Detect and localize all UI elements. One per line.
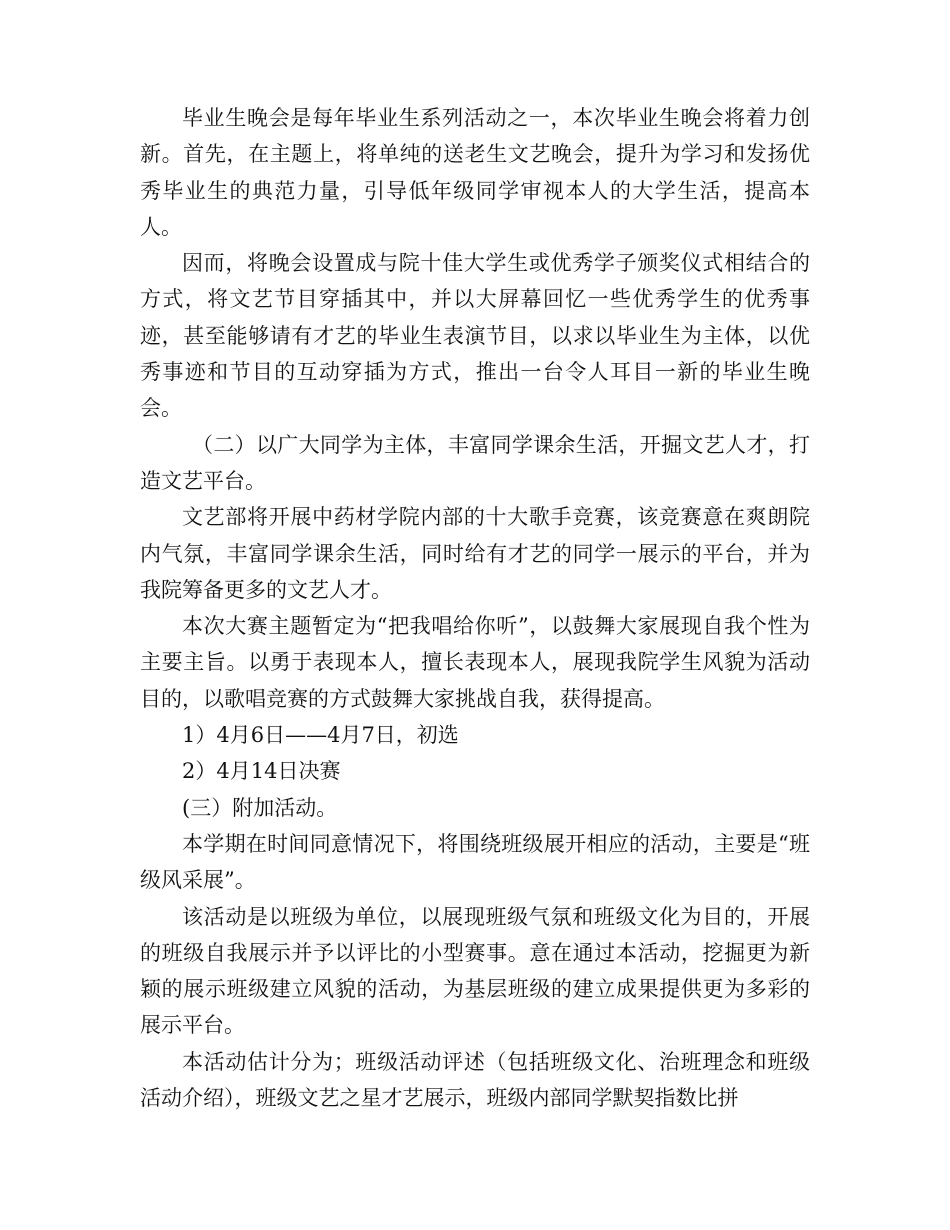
section-heading-3: (三）附加活动。 <box>182 795 338 820</box>
paragraph-contest-theme: 本次大赛主题暂定为“把我唱给你听”，以鼓舞大家展现自我个性为主要主旨。以勇于表现本人，擅长表现本人，展现我院学生风貌为活动目的，以歌唱竞赛的方式鼓舞大家挑战自我，获得提高。 <box>140 614 810 711</box>
schedule-item-1: 1）4月6日——4月7日，初选 <box>182 723 459 748</box>
paragraph-showcase-parts: 本活动估计分为；班级活动评述（包括班级文化、治班理念和班级活动介绍），班级文艺之星才艺展示，班级内部同学默契指数比拼 <box>140 1049 810 1111</box>
paragraph-gala-format: 因而，将晚会设置成与院十佳大学生或优秀学子颁奖仪式相结合的方式，将文艺节目穿插其中，并以大屏幕回忆一些优秀学生的优秀事迹，甚至能够请有才艺的毕业生表演节目，以求以毕业生为主体，以优秀事迹和节目的互动穿插为方式，推出一台令人耳目一新的毕业生晚会。 <box>140 251 810 421</box>
document-body <box>140 100 810 1116</box>
schedule-item-2: 2）4月14日决赛 <box>182 759 341 784</box>
paragraph-showcase-purpose: 该活动是以班级为单位，以展现班级气氛和班级文化为目的，开展的班级自我展示并予以评比的小型赛事。意在通过本活动，挖掘更为新颖的展示班级建立风貌的活动，为基层班级的建立成果提供更为多彩的展示平台。 <box>140 904 810 1038</box>
section-heading-2: （二）以广大同学为主体，丰富同学课余生活，开掘文艺人才，打造文艺平台。 <box>140 432 810 493</box>
paragraph-graduation-gala: 毕业生晚会是每年毕业生系列活动之一，本次毕业生晚会将着力创新。首先，在主题上，将单纯的送老生文艺晚会，提升为学习和发扬优秀毕业生的典范力量，引导低年级同学审视本人的大学生活，提高本人。 <box>140 106 810 239</box>
paragraph-class-showcase: 本学期在时间同意情况下，将围绕班级展开相应的活动，主要是“班级风采展”。 <box>140 831 810 893</box>
paragraph-singer-contest: 文艺部将开展中药材学院内部的十大歌手竞赛，该竞赛意在爽朗院内气氛，丰富同学课余生活，同时给有才艺的同学一展示的平台，并为我院筹备更多的文艺人才。 <box>140 505 810 602</box>
